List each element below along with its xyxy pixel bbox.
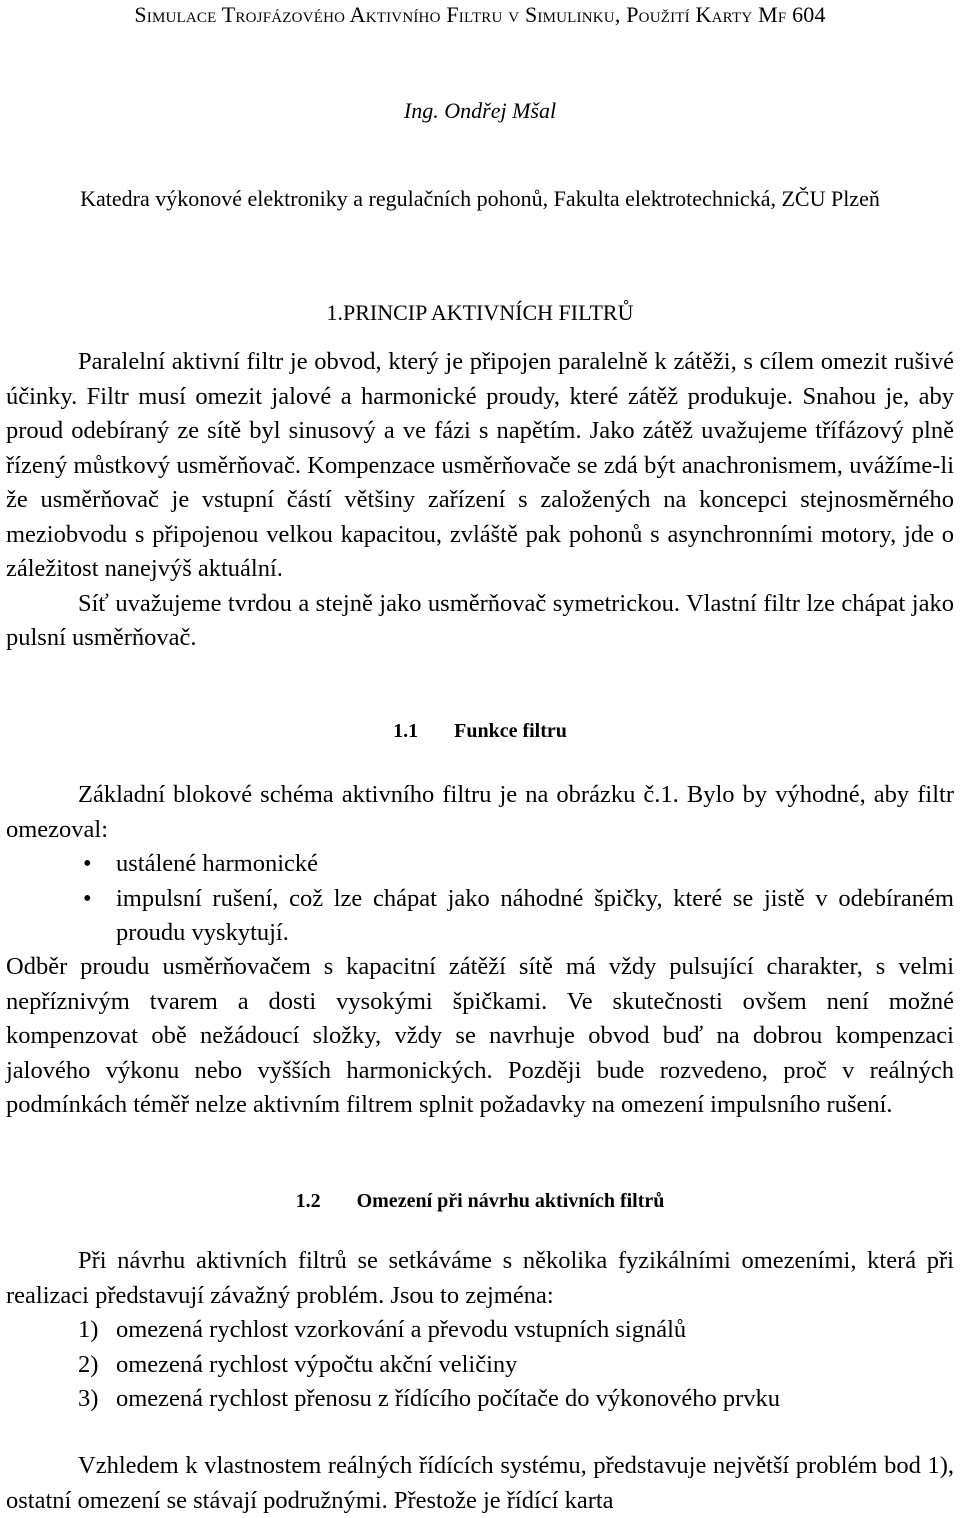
paper-title: Simulace Trojfázového Aktivního Filtru v Simulinku, Použití Karty Mf 604 — [134, 2, 826, 27]
section-1-1-heading — [0, 720, 960, 743]
section-1-2-body — [6, 1449, 954, 1518]
author-name: Ing. Ondřej Mšal — [403, 98, 557, 123]
bullet-item — [6, 847, 954, 882]
section-1-2-paragraph: Vzhledem k vlastnostem reálných řídících systému, představuje největší problém bod 1), ostatní omezení se stávají podružnými. Přestože je řídící karta — [6, 1452, 954, 1514]
section-1-2-intro — [6, 1244, 954, 1313]
section-1-2-heading — [0, 1190, 960, 1213]
section-1-paragraph-2: Síť uvažujeme tvrdou a stejně jako usměrňovač symetrickou. Vlastní filtr lze chápat jako pulsní usměrňovač. — [6, 589, 954, 651]
section-1-1-body — [6, 950, 954, 1123]
affiliation: Katedra výkonové elektroniky a regulačních pohonů, Fakulta elektrotechnická, ZČU Plzeň — [80, 186, 880, 211]
section-1-1-title: Funkce filtru — [454, 720, 567, 742]
section-1-1-paragraph: Odběr proudu usměrňovačem s kapacitní zátěží sítě má vždy pulsující charakter, s velmi nepříznivým tvarem a dosti vysokými špičkami. Ve skutečnosti ovšem není možné kompenzovat obě nežádoucí složky, vždy se navrhuje obvod buď na dobrou kompenzaci jalového výkonu nebo vyšších harmonických. Později bude rozvedeno, proč v reálných podmínkách téměř nelze aktivním filtrem splnit požadavky na omezení impulsního rušení. — [6, 953, 954, 1118]
bullet-text: ustálené harmonické — [116, 850, 319, 877]
item-text: omezená rychlost přenosu z řídícího počítače do výkonového prvku — [116, 1385, 781, 1412]
section-1-2-number: 1.2 — [295, 1190, 321, 1212]
item-text: omezená rychlost výpočtu akční veličiny — [116, 1350, 518, 1378]
section-1-1-intro-text: Základní blokové schéma aktivního filtru je na obrázku č.1. Bylo by výhodné, aby filtr omezoval: — [6, 781, 954, 843]
section-1-2-title: Omezení při návrhu aktivních filtrů — [356, 1190, 665, 1212]
item-text: omezená rychlost vzorkování a převodu vstupních signálů — [116, 1316, 687, 1343]
bullet-icon: • — [83, 850, 92, 877]
item-number: 1) — [78, 1316, 99, 1343]
section-1-heading: 1.PRINCIP AKTIVNÍCH FILTRŮ — [326, 300, 634, 325]
numbered-item — [78, 1382, 954, 1417]
section-1-2-intro-text: Při návrhu aktivních filtrů se setkáváme s několika fyzikálními omezeními, která při realizaci představují závažný problém. Jsou to zejména: — [6, 1247, 954, 1309]
section-1-1-intro — [6, 778, 954, 847]
bullet-item — [6, 882, 954, 951]
item-number: 2) — [78, 1350, 99, 1378]
bullet-text: impulsní rušení, což lze chápat jako náhodné špičky, které se jistě v odebíraném proudu vyskytují. — [116, 884, 954, 946]
section-1-paragraph-1: Paralelní aktivní filtr je obvod, který je připojen paralelně k zátěži, s cílem omezit rušivé účinky. Filtr musí omezit jalové a harmonické proudy, které zátěž produkuje. Snahou je, aby proud odebíraný ze sítě byl sinusový a ve fázi s napětím. Jako zátěž uvažujeme třífázový plně řízený můstkový usměrňovač. Kompenzace usměrňovače se zdá být anachronismem, uvážíme-li že usměrňovač je vstupní částí většiny zařízení s založených na koncepci stejnosměrného meziobvodu s připojenou velkou kapacitou, zvláště pak pohonů s asynchronními motory, jde o záležitost nanejvýš aktuální. — [6, 348, 954, 582]
numbered-list — [78, 1313, 954, 1417]
bullet-icon: • — [83, 884, 92, 912]
numbered-item — [78, 1348, 954, 1383]
item-number: 3) — [78, 1385, 99, 1412]
numbered-item — [78, 1313, 954, 1348]
bullet-list — [6, 847, 954, 951]
section-1-body — [6, 345, 954, 656]
section-1-1-number: 1.1 — [393, 720, 419, 742]
